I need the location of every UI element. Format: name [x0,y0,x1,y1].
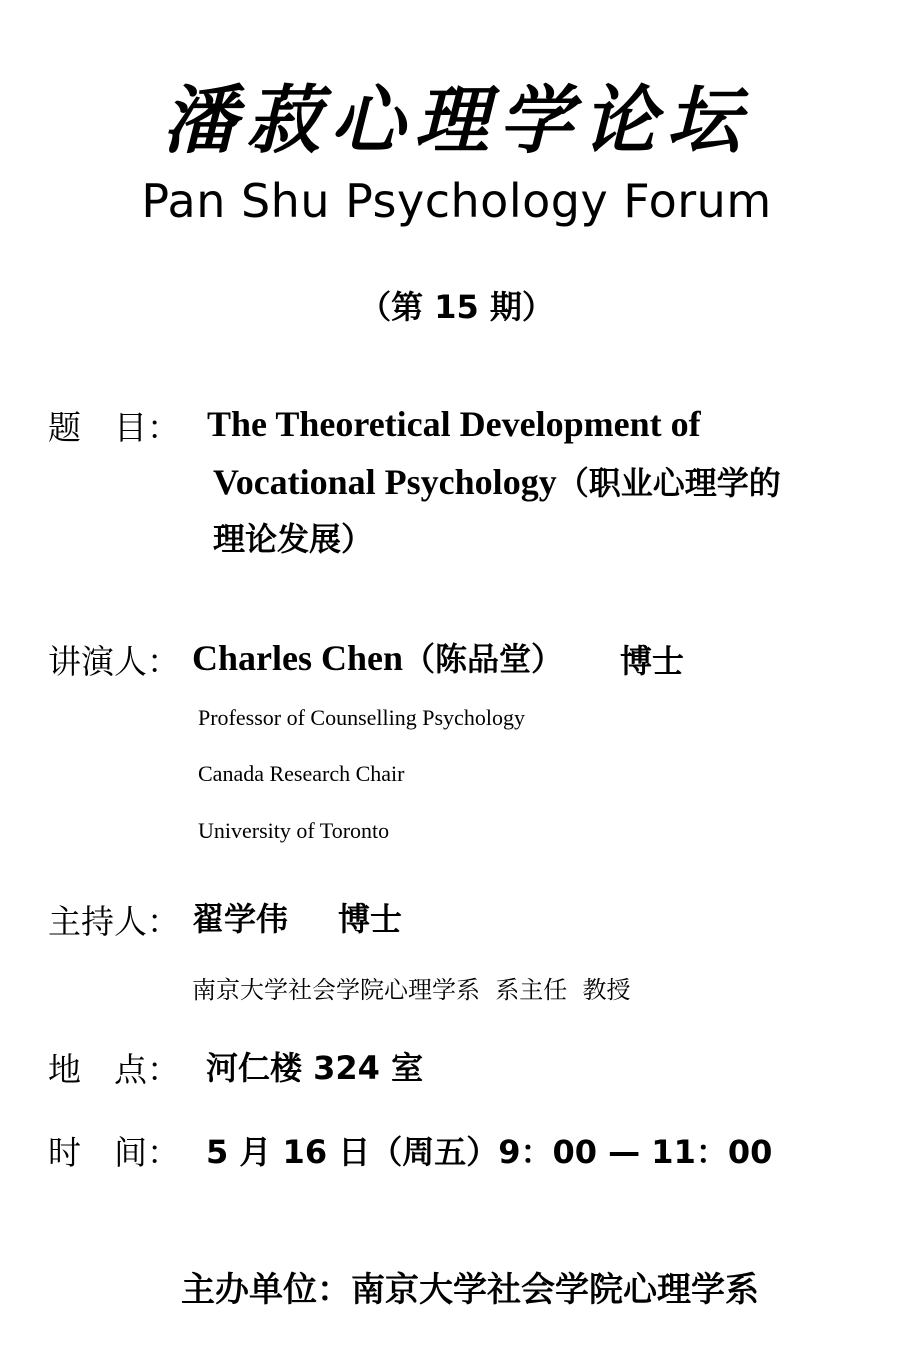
forum-english-title: Pan Shu Psychology Forum [141,174,772,228]
speaker-name [192,634,563,680]
topic-line-1: The Theoretical Development of [207,404,701,444]
topic-line-2-chinese: （职业心理学的 [556,464,781,502]
host-name: 翟学伟 [192,900,289,938]
speaker-label: 讲演人： [48,642,180,681]
speaker-affiliation-3: University of Toronto [198,818,390,843]
venue-label: 地 点： [48,1050,180,1089]
host-label: 主持人： [48,902,180,941]
speaker-affiliation-1: Professor of Counselling Psychology [198,705,525,730]
topic-line-3: 理论发展） [213,520,374,558]
topic-label: 题 目： [48,408,180,447]
speaker-degree: 博士 [620,642,685,680]
host-affiliation: 南京大学社会学院心理学系 系主任 教授 [192,976,631,1004]
forum-chinese-title: 潘菽心理学论坛 [162,78,751,164]
speaker-affiliation-2: Canada Research Chair [198,761,405,786]
time-label: 时 间： [48,1133,180,1172]
organizer: 主办单位：南京大学社会学院心理学系 [181,1270,759,1310]
host-degree: 博士 [338,900,403,938]
speaker-name-english: Charles Chen [192,638,404,678]
venue-value: 河仁楼 324 室 [206,1049,424,1087]
topic-line-2-english: Vocational Psychology [213,462,557,502]
topic-line-2 [213,458,781,504]
issue-number: （第 15 期） [359,288,554,326]
time-value: 5 月 16 日（周五）9：00 — 11：00 [206,1133,773,1171]
speaker-name-chinese: （陈品堂） [403,640,564,678]
